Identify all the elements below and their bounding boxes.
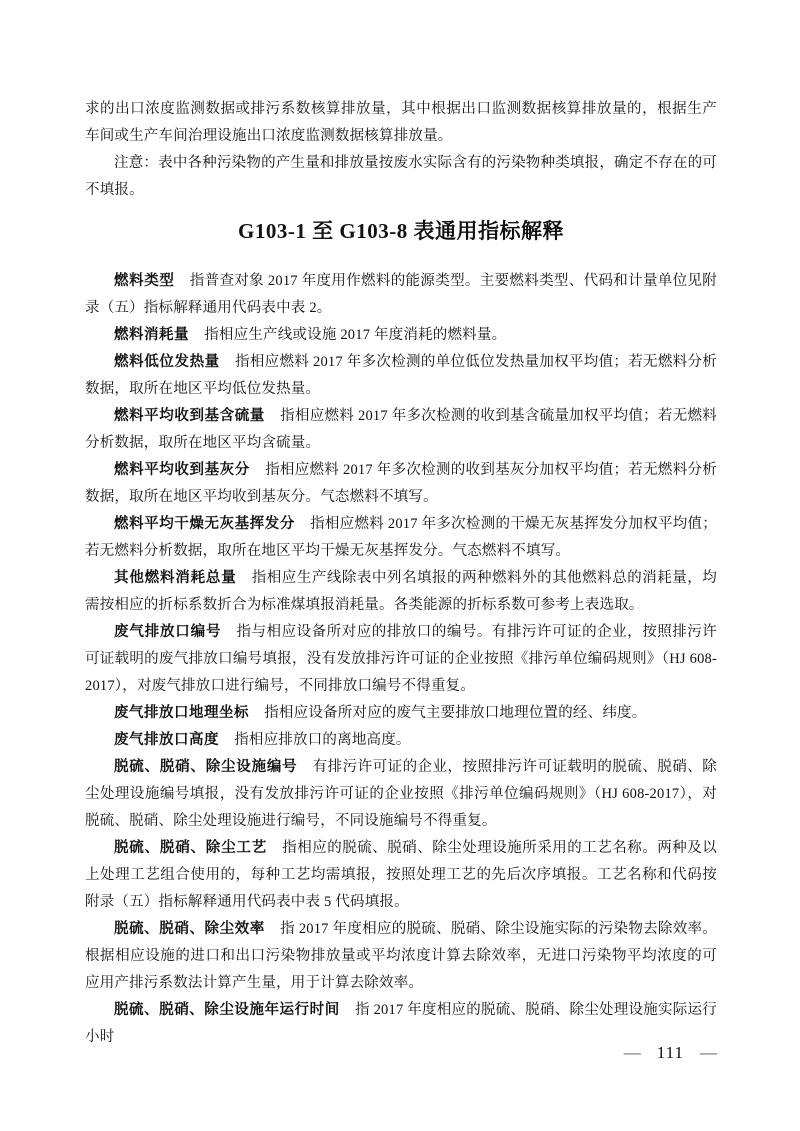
intro-paragraph-continuation: 求的出口浓度监测数据或排污系数核算排放量，其中根据出口监测数据核算排放量的，根据生产车间或生产车间治理设施出口浓度监测数据核算排放量。 — [85, 101, 717, 144]
definition-text: 指 2017 年度相应的脱硫、脱硝、除尘处理设施实际运行小时 — [85, 1002, 717, 1045]
definition-text: 指普查对象 2017 年度用作燃料的能源类型。主要燃料类型、代码和计量单位见附录（五）指标解释通用代码表中表 2。 — [85, 273, 718, 316]
definition-paragraph — [85, 754, 717, 835]
definition-text: 指相应生产线除表中列名填报的两种燃料外的其他燃料总的消耗量，均需按相应的折标系数折合为标准煤填报消耗量。各类能源的折标系数可参考上表选取。 — [85, 570, 717, 613]
definition-paragraph — [85, 727, 717, 754]
definition-term: 脱硫、脱硝、除尘设施编号 — [114, 759, 298, 775]
definition-text: 指相应燃料 2017 年多次检测的干燥无灰基挥发分加权平均值；若无燃料分析数据，取所在地区平均干燥无灰基挥发分。气态燃料不填写。 — [85, 516, 718, 559]
definition-term: 燃料低位发热量 — [114, 354, 220, 370]
definition-text: 指相应燃料 2017 年多次检测的单位低位发热量加权平均值；若无燃料分析数据，取所在地区平均低位发热量。 — [85, 354, 717, 397]
definition-term: 脱硫、脱硝、除尘效率 — [114, 921, 265, 937]
definition-paragraph — [85, 322, 717, 349]
definition-paragraph — [85, 700, 717, 727]
definition-text: 有排污许可证的企业，按照排污许可证载明的脱硫、脱硝、除尘处理设施编号填报，没有发放排污许可证的企业按照《排污单位编码规则》（HJ 608-2017），对脱硫、脱硝、除尘处理设施进行编号，不同设施编号不得重复。 — [85, 759, 717, 829]
section-heading: G103-1 至 G103-8 表通用指标解释 — [238, 219, 564, 243]
definition-paragraph — [85, 565, 717, 619]
footer-right-dash: — — [700, 1043, 717, 1062]
definitions-list — [85, 268, 717, 1051]
definition-term: 燃料平均干燥无灰基挥发分 — [114, 516, 295, 532]
definition-text: 指与相应设备所对应的排放口的编号。有排污许可证的企业，按照排污许可证载明的废气排放口编号填报，没有发放排污许可证的企业按照《排污单位编码规则》（HJ 608-2017），对废气排放口进行编号，不同排放口编号不得重复。 — [85, 624, 717, 694]
definition-paragraph — [85, 619, 717, 700]
definition-term: 其他燃料消耗总量 — [114, 570, 237, 586]
definition-term: 燃料平均收到基灰分 — [114, 462, 250, 478]
definition-text: 指相应设备所对应的废气主要排放口地理位置的经、纬度。 — [264, 705, 647, 721]
definition-term: 燃料平均收到基含硫量 — [114, 408, 265, 424]
definition-text: 指相应燃料 2017 年多次检测的收到基灰分加权平均值；若无燃料分析数据，取所在地区平均收到基灰分。气态燃料不填写。 — [85, 462, 717, 505]
definition-term: 废气排放口编号 — [114, 624, 222, 640]
definition-paragraph — [85, 349, 717, 403]
definition-paragraph — [85, 916, 717, 997]
definition-term: 燃料消耗量 — [114, 327, 189, 343]
definition-paragraph — [85, 511, 717, 565]
definition-paragraph — [85, 403, 717, 457]
definition-term: 脱硫、脱硝、除尘设施年运行时间 — [114, 1002, 340, 1018]
definition-term: 燃料类型 — [114, 273, 175, 289]
definition-text: 指相应排放口的离地高度。 — [234, 732, 411, 748]
page-number: 111 — [656, 1043, 684, 1062]
definition-text: 指相应燃料 2017 年多次检测的收到基含硫量加权平均值；若无燃料分析数据，取所在地区平均含硫量。 — [85, 408, 717, 451]
page-footer — [624, 1041, 717, 1065]
definition-term: 脱硫、脱硝、除尘工艺 — [114, 840, 268, 856]
definition-paragraph — [85, 997, 717, 1051]
footer-left-dash: — — [623, 1043, 641, 1062]
definition-term: 废气排放口高度 — [114, 732, 219, 748]
definition-text: 指相应生产线或设施 2017 年度消耗的燃料量。 — [204, 327, 507, 343]
page-content — [85, 96, 717, 1051]
definition-text: 指相应的脱硫、脱硝、除尘处理设施所采用的工艺名称。两种及以上处理工艺组合使用的，每种工艺均需填报，按照处理工艺的先后次序填报。工艺名称和代码按附录（五）指标解释通用代码表中表 5 代码填报。 — [85, 840, 717, 910]
definition-text: 指 2017 年度相应的脱硫、脱硝、除尘设施实际的污染物去除效率。根据相应设施的进口和出口污染物排放量或平均浓度计算去除效率，无进口污染物平均浓度的可应用产排污系数法计算产生量，用于计算去除效率。 — [85, 921, 717, 991]
definition-term: 废气排放口地理坐标 — [114, 705, 249, 721]
definition-paragraph — [85, 268, 717, 322]
intro-paragraph-note: 注意：表中各种污染物的产生量和排放量按废水实际含有的污染物种类填报，确定不存在的可不填报。 — [85, 155, 717, 198]
definition-paragraph — [85, 457, 717, 511]
definition-paragraph — [85, 835, 717, 916]
